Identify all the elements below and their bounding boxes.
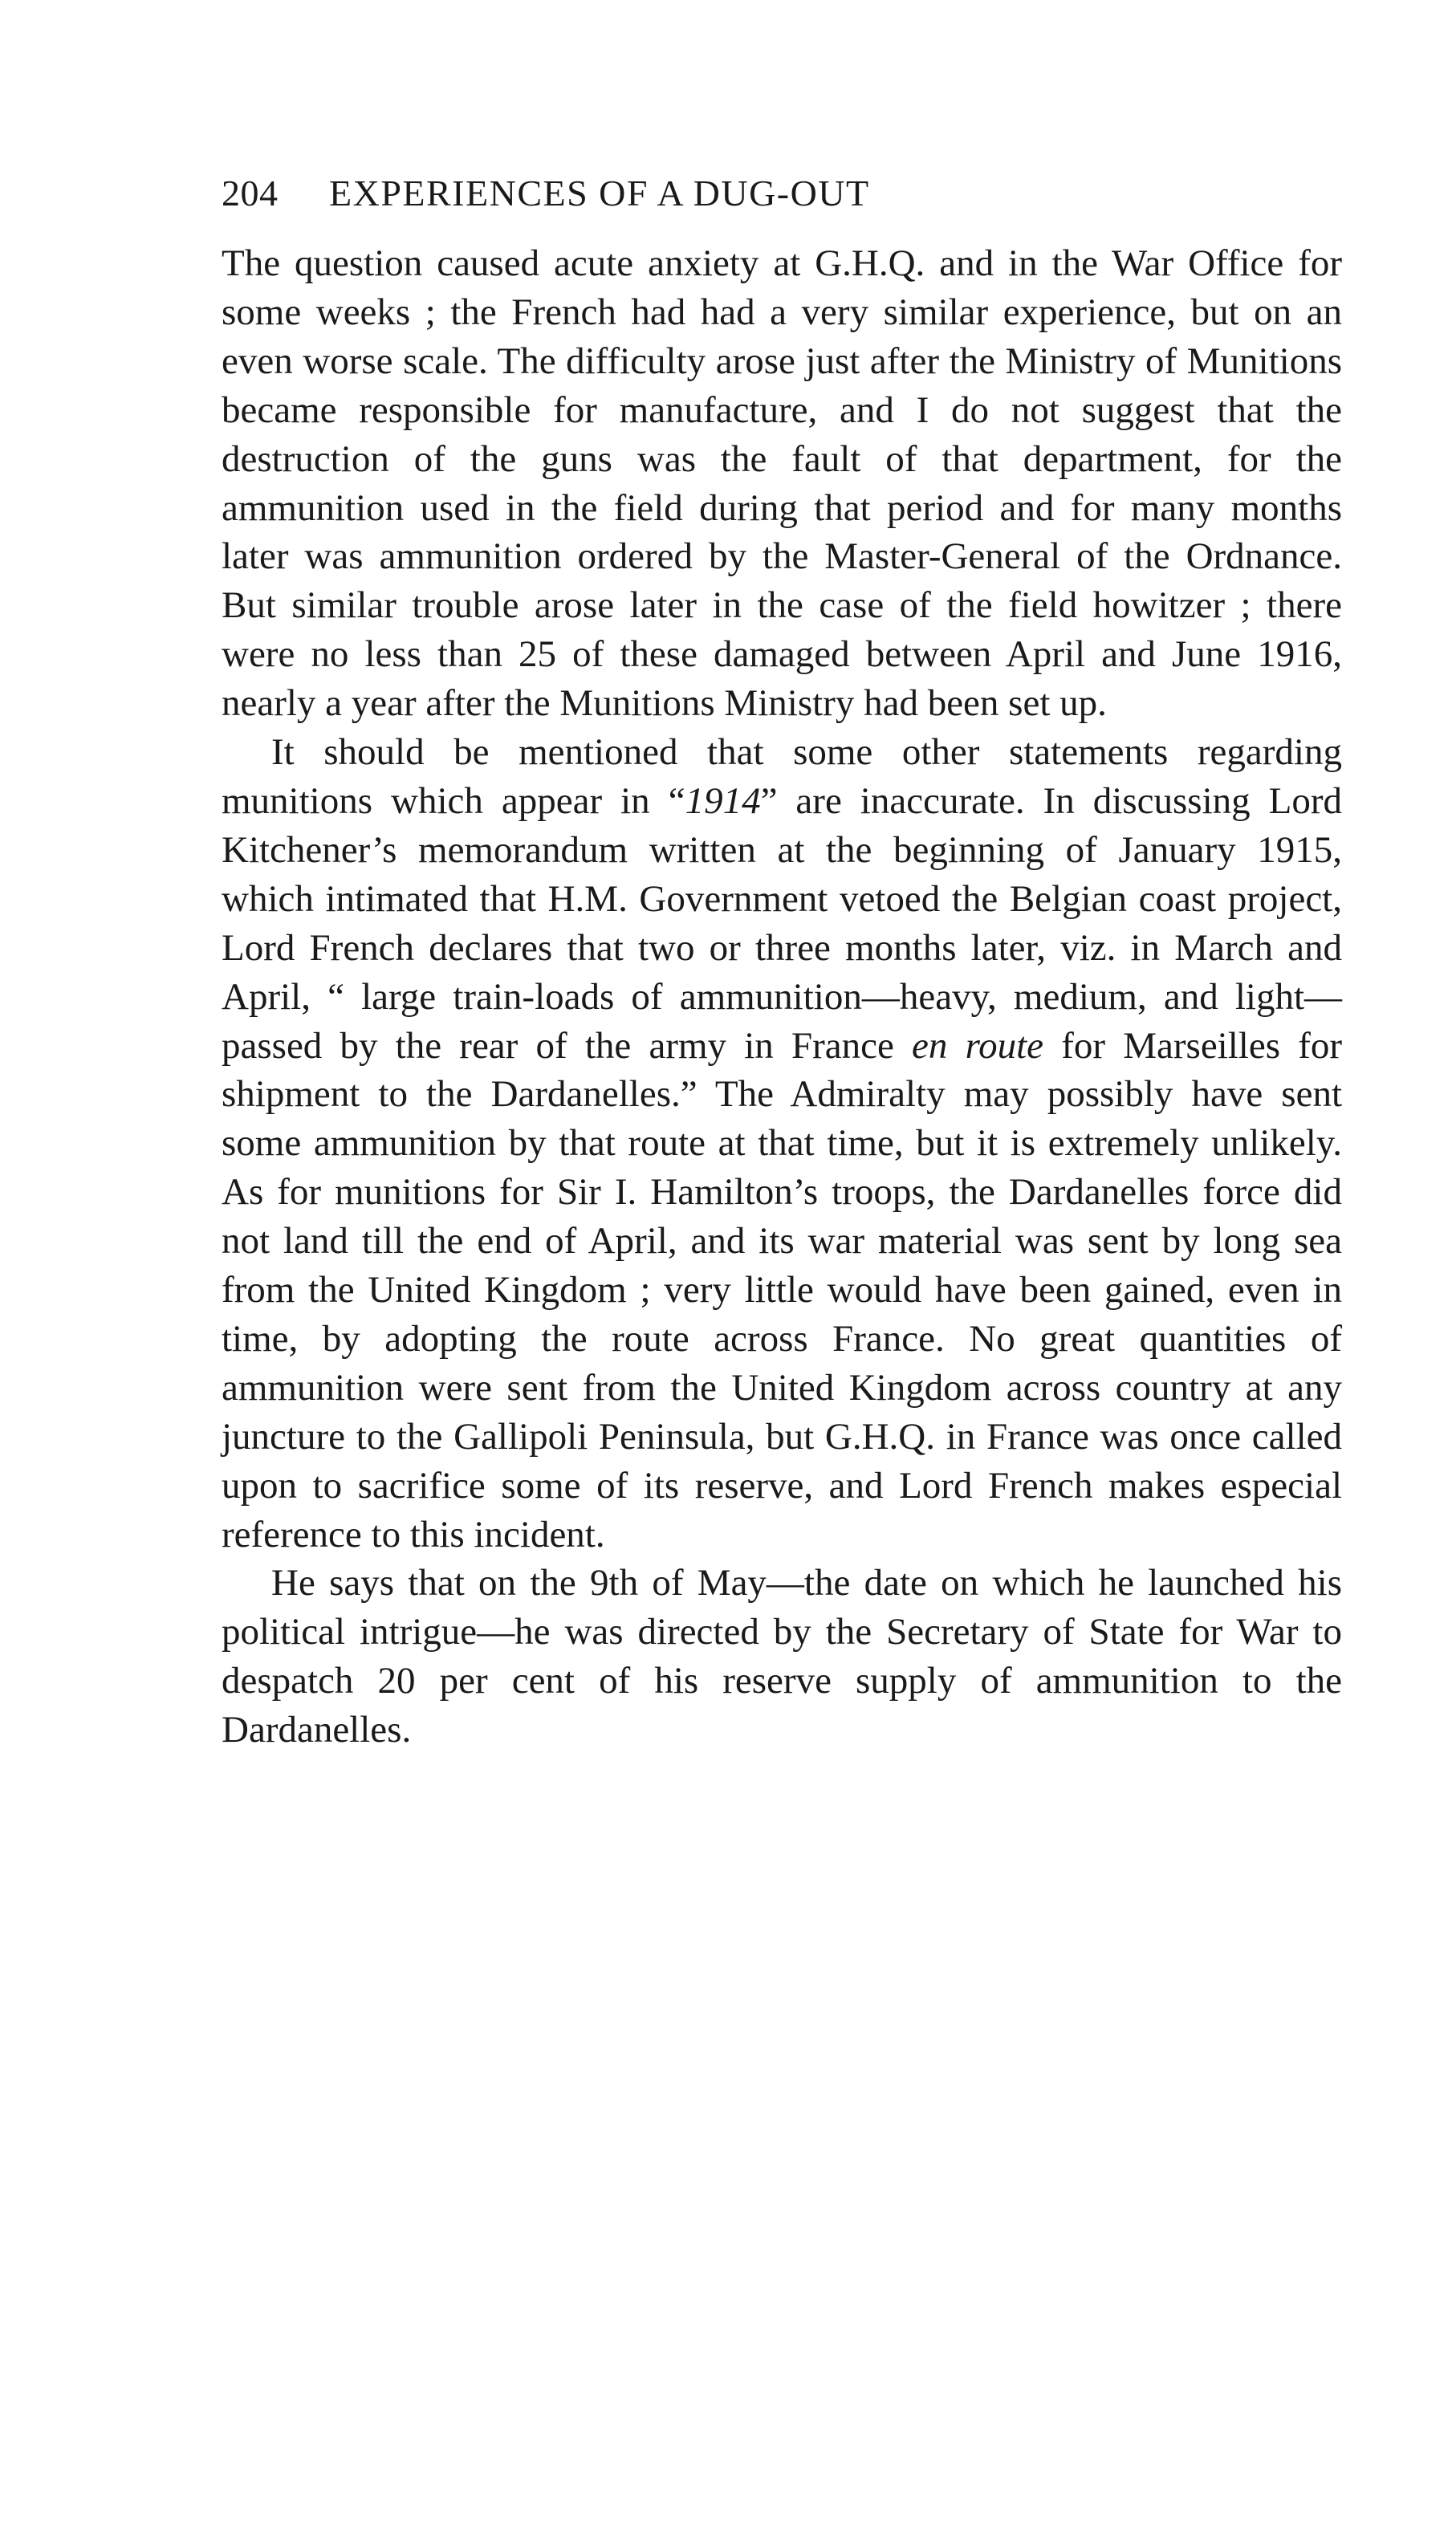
paragraph-2 — [222, 728, 1342, 1559]
paragraph-2-text-b: ” are inaccurate. In discussing Lord Kitchener’s memorandum written at the beginning of January 1915, which intimated that H.M. Government vetoed the Belgian coast project, Lord French declares that two or three months later, viz. in March and April, “ large train-loads of ammunition—heavy, medium, and light—passed by the rear of the army in France — [222, 779, 1342, 1067]
paragraph-2-text-c: for Marseilles for shipment to the Dardanelles.” The Admiralty may possibly have sent some ammunition by that route at that time, but it is extremely unlikely. As for munitions for Sir I. Hamilton’s troops, the Dardanelles force did not land till the end of April, and its war material was sent by long sea from the United Kingdom ; very little would have been gained, even in time, by adopting the route across France. No great quantities of ammunition were sent from the United Kingdom across country at any juncture to the Gallipoli Peninsula, but G.H.Q. in France was once called upon to sacrifice some of its reserve, and Lord French makes especial reference to this incident. — [222, 1024, 1342, 1556]
running-head — [222, 172, 1342, 239]
paragraph-2-text-a: It should be mentioned that some other statements regarding munitions which appear in “ — [222, 731, 1342, 822]
phrase-en-route: en route — [912, 1024, 1044, 1067]
book-page — [222, 172, 1342, 1755]
page-number: 204 — [222, 173, 279, 214]
body-text — [222, 239, 1342, 1755]
book-title-1914: 1914 — [685, 779, 761, 822]
paragraph-1: The question caused acute anxiety at G.H.Q. and in the War Office for some weeks ; the French had had a very similar experience, but on an even worse scale. The difficulty arose just after the Ministry of Munitions became responsible for manufacture, and I do not suggest that the destruction of the guns was the fault of that department, for the ammunition used in the field during that period and for many months later was ammunition ordered by the Master-General of the Ordnance. But similar trouble arose later in the case of the field howitzer ; there were no less than 25 of these damaged between April and June 1916, nearly a year after the Munitions Ministry had been set up. — [222, 242, 1342, 725]
paragraph-3: He says that on the 9th of May—the date on which he launched his political intrigue—he was directed by the Secretary of State for War to despatch 20 per cent of his reserve supply of ammunition to the Dardanelles. — [222, 1562, 1342, 1751]
running-title: EXPERIENCES OF A DUG-OUT — [329, 173, 870, 214]
